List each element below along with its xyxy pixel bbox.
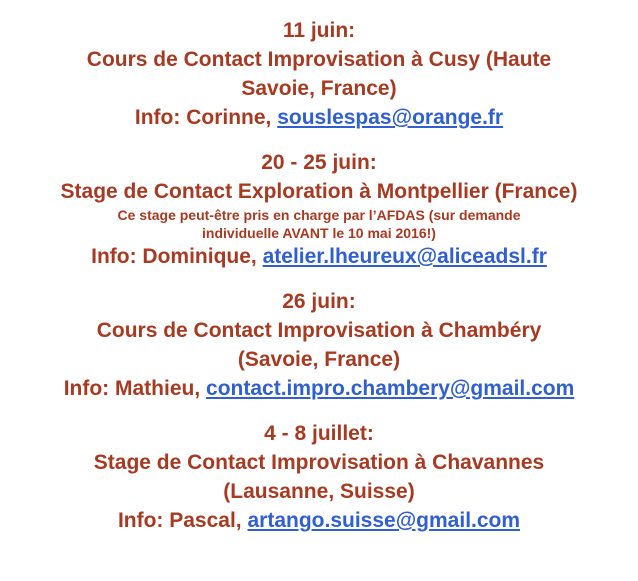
- event-date: 11 juin:: [282, 19, 356, 42]
- event-email-link[interactable]: contact.impro.chambery@gmail.com: [206, 377, 575, 400]
- event-note-line: individuelle AVANT le 10 mai 2016!): [202, 225, 436, 241]
- event-note-line: Ce stage peut-être pris en charge par l’AFDAS (sur demande: [117, 207, 521, 223]
- event-info-label: Info: Pascal,: [117, 509, 248, 532]
- event-title-line: Cours de Contact Improvisation à Chambéry: [96, 319, 542, 342]
- event-title-line: Savoie, France): [241, 77, 397, 100]
- event-date: 20 - 25 juin:: [261, 151, 377, 174]
- event-info: [0, 242, 638, 271]
- event-title-line: Stage de Contact Improvisation à Chavannes: [93, 451, 545, 474]
- event-info: [0, 506, 638, 535]
- event-item: [0, 16, 638, 132]
- event-email-link[interactable]: souslespas@orange.fr: [277, 106, 504, 129]
- event-item: [0, 287, 638, 403]
- event-info-label: Info: Dominique,: [91, 245, 263, 268]
- event-email-link[interactable]: artango.suisse@gmail.com: [247, 509, 521, 532]
- event-title-line: (Savoie, France): [237, 348, 401, 371]
- event-title-line: Stage de Contact Exploration à Montpellier (France): [60, 180, 578, 203]
- event-item: [0, 148, 638, 271]
- event-date: 26 juin:: [282, 290, 356, 313]
- event-info: [0, 374, 638, 403]
- event-email-link[interactable]: atelier.lheureux@aliceadsl.fr: [262, 245, 547, 268]
- event-info-label: Info: Mathieu,: [63, 377, 207, 400]
- event-date: 4 - 8 juillet:: [264, 422, 374, 445]
- event-item: [0, 419, 638, 535]
- event-info: [0, 103, 638, 132]
- event-title-line: (Lausanne, Suisse): [223, 480, 415, 503]
- event-title-line: Cours de Contact Improvisation à Cusy (Haute: [86, 48, 552, 71]
- event-info-label: Info: Corinne,: [134, 106, 278, 129]
